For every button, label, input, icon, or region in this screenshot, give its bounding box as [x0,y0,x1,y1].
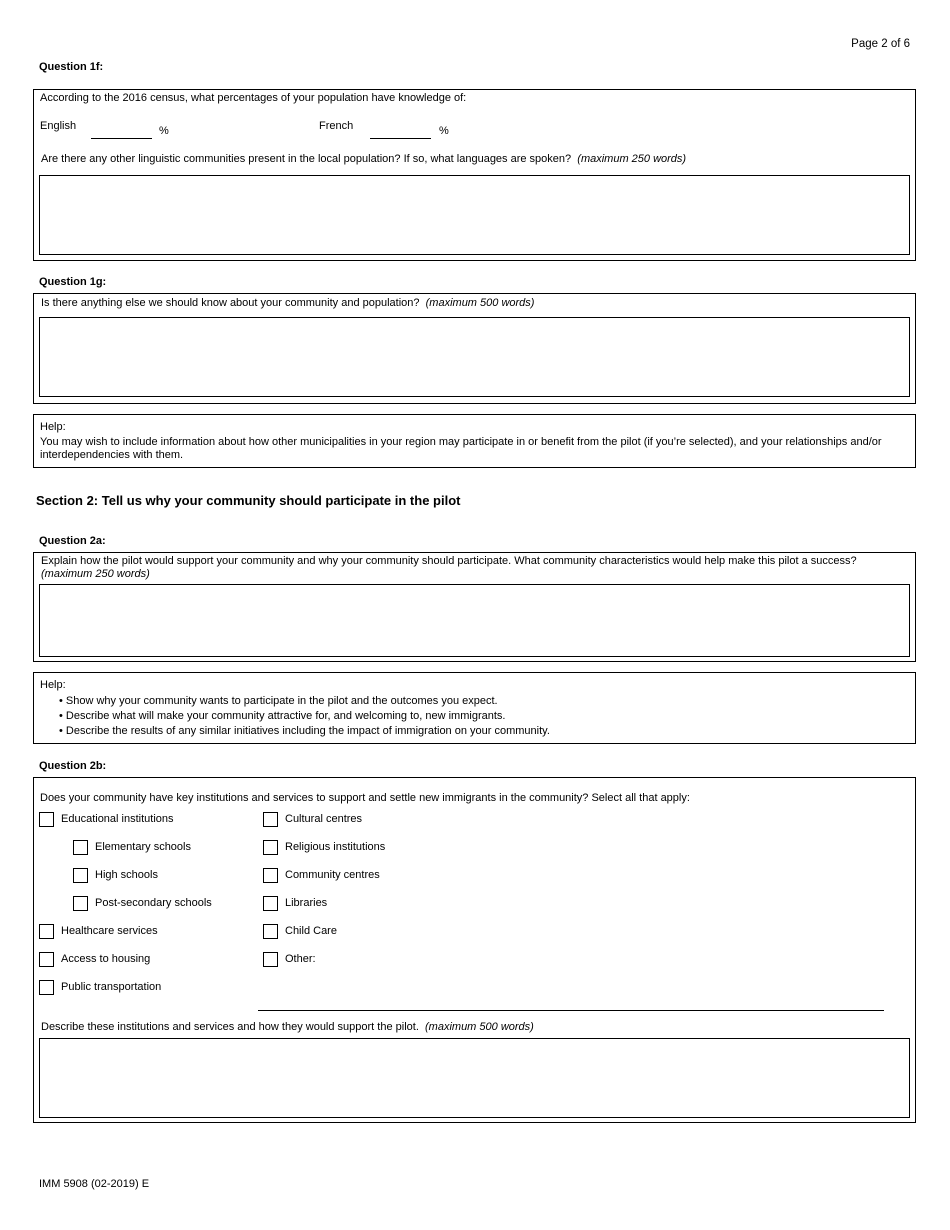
public-transportation-label: Public transportation [61,981,162,993]
question-1f-label: Question 1f: [39,61,104,73]
french-percent-sign: % [439,125,449,137]
access-to-housing-checkbox[interactable] [39,952,54,967]
religious-institutions-checkbox[interactable] [263,840,278,855]
question-2b-describe-text: Describe these institutions and services and how they would support the pilot. [41,1021,419,1033]
question-2b-prompt: Does your community have key institutions and services to support and settle new immigrants in the community? Select all that apply: [40,792,690,804]
english-percent-input[interactable] [91,124,152,139]
question-1g-box [33,293,916,404]
question-1f-followup-text: Are there any other linguistic communities present in the local population? If so, what languages are spoken? [41,153,572,165]
help-box-1 [33,414,916,468]
child-care-label: Child Care [285,925,337,937]
question-1f-box [33,89,916,261]
elementary-schools-label: Elementary schools [95,841,191,853]
healthcare-services-label: Healthcare services [61,925,158,937]
question-2b-answer-field[interactable] [39,1038,910,1118]
high-schools-checkbox[interactable] [73,868,88,883]
question-1g-word-limit: (maximum 500 words) [425,297,535,309]
page-number: Page 2 of 6 [851,38,910,50]
question-2a-label: Question 2a: [39,535,106,547]
elementary-schools-checkbox[interactable] [73,840,88,855]
question-2b-label: Question 2b: [39,760,107,772]
religious-institutions-label: Religious institutions [285,841,386,853]
post-secondary-schools-label: Post-secondary schools [95,897,212,909]
help-2-item: • Describe what will make your community attractive for, and welcoming to, new immigrants. [59,710,506,722]
question-2a-answer-field[interactable] [39,584,910,657]
question-2b-word-limit: (maximum 500 words) [425,1021,534,1033]
post-secondary-schools-checkbox[interactable] [73,896,88,911]
question-1g-prompt-text: Is there anything else we should know about your community and population? [41,297,420,309]
question-2a-word-limit: (maximum 250 words) [41,568,150,580]
child-care-checkbox[interactable] [263,924,278,939]
libraries-checkbox[interactable] [263,896,278,911]
english-percent-sign: % [159,125,169,137]
cultural-centres-checkbox[interactable] [263,812,278,827]
help-1-text: You may wish to include information about how other municipalities in your region may participate in or benefit from the pilot (if you’re selected), and your relationships and/or interdependencies with them. [40,436,882,461]
form-code: IMM 5908 (02-2019) E [39,1178,150,1190]
french-percent-input[interactable] [370,124,431,139]
question-1g-prompt [41,297,534,310]
other-specify-input[interactable] [258,996,884,1011]
help-2-item: • Describe the results of any similar initiatives including the impact of immigration on your community. [59,725,550,737]
question-2a-prompt [41,555,901,581]
question-2b-describe [41,1021,534,1034]
educational-institutions-checkbox[interactable] [39,812,54,827]
question-2a-box [33,552,916,662]
question-1g-answer-field[interactable] [39,317,910,397]
question-2a-prompt-text: Explain how the pilot would support your community and why your community should participate. What community characteristics would help make this pilot a success? [41,555,857,567]
community-centres-checkbox[interactable] [263,868,278,883]
high-schools-label: High schools [95,869,158,881]
question-1g-label: Question 1g: [39,276,107,288]
section-2-title: Section 2: Tell us why your community should participate in the pilot [36,493,461,508]
english-label: English [40,120,77,132]
community-centres-label: Community centres [285,869,380,881]
question-1f-word-limit: (maximum 250 words) [577,153,687,165]
question-2b-box [33,777,916,1123]
help-2-item: • Show why your community wants to participate in the pilot and the outcomes you expect. [59,695,498,707]
libraries-label: Libraries [285,897,328,909]
help-box-2 [33,672,916,744]
other-label: Other: [285,953,316,965]
educational-institutions-label: Educational institutions [61,813,174,825]
french-label: French [319,120,354,132]
question-1f-prompt: According to the 2016 census, what percentages of your population have knowledge of: [40,92,467,104]
help-2-label: Help: [40,679,66,691]
help-2-list [59,694,550,739]
question-1f-answer-field[interactable] [39,175,910,255]
question-1f-followup [41,153,686,166]
cultural-centres-label: Cultural centres [285,813,363,825]
public-transportation-checkbox[interactable] [39,980,54,995]
other-checkbox[interactable] [263,952,278,967]
access-to-housing-label: Access to housing [61,953,151,965]
help-1-label: Help: [40,421,66,433]
healthcare-services-checkbox[interactable] [39,924,54,939]
